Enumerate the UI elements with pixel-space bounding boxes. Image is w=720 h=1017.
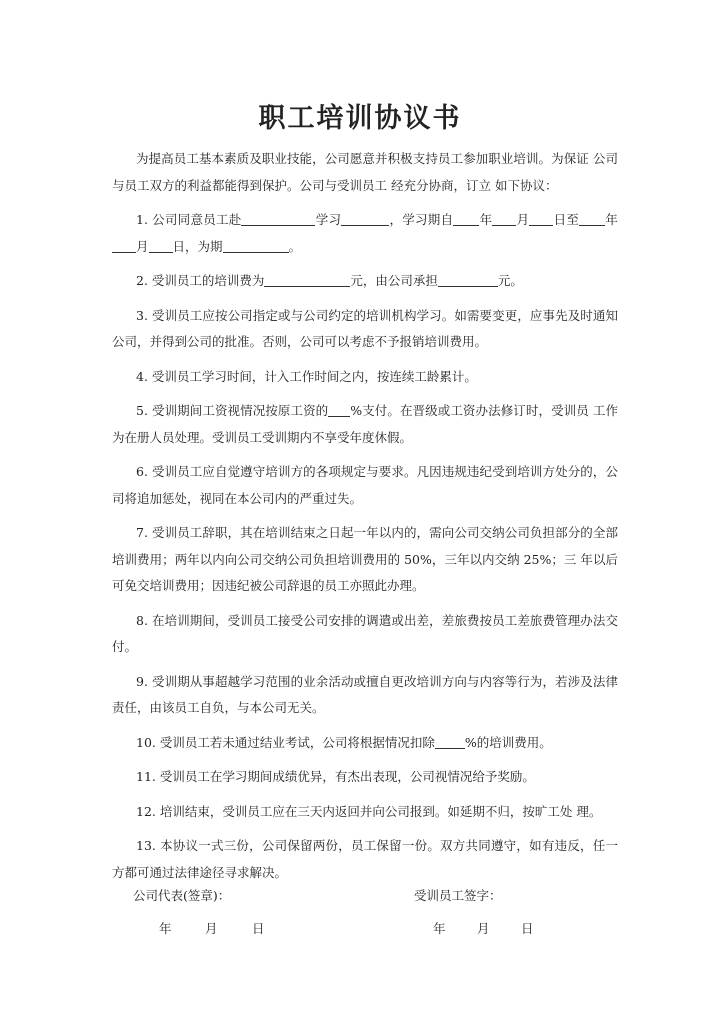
- study-subject-blank: [341, 211, 389, 226]
- intro-paragraph: 为提高员工基本素质及职业技能，公司愿意并积极支持员工参加职业培训。为保证 公司与员工双方的利益都能得到保护。公司与受训员工 经充分协商，订立 如下协议：: [112, 151, 618, 193]
- company-date-month: 月: [205, 921, 218, 936]
- company-date-day: 日: [252, 921, 265, 936]
- clause-7: 7. 受训员工辞职，其在培训结束之日起一年以内的，需向公司交纳公司负担部分的全部培训费用；两年以内向公司交纳公司负担培训费用的 50%，三年以内交纳 25%；三 年以后可免交培训费用；因违纪被公司辞退的员工亦照此办理。: [112, 525, 618, 593]
- start-year-blank: [453, 211, 479, 226]
- agreement-body: [112, 146, 618, 894]
- deduction-percent-blank: [435, 734, 465, 749]
- company-date-year: 年: [159, 921, 172, 936]
- training-fee-blank: [264, 272, 350, 287]
- company-share-blank: [438, 272, 498, 287]
- document-title: 职工培训协议书: [258, 103, 462, 134]
- start-day-blank: [529, 211, 553, 226]
- employee-date-day: 日: [521, 921, 534, 936]
- clause-2: 2. 受训员工的培训费为 元，由公司承担 元。: [136, 273, 523, 288]
- company-representative-label: 公司代表(签章)：: [133, 888, 231, 903]
- clause-11: 11. 受训员工在学习期间成绩优异，有杰出表现，公司视情况给予奖励。: [136, 769, 535, 784]
- employee-signature-label: 受训员工签字：: [414, 888, 502, 903]
- clause-12: 12. 培训结束，受训员工应在三天内返回并向公司报到。如延期不归，按旷工处 理。: [136, 803, 602, 819]
- clause-10: 10. 受训员工若未通过结业考试，公司将根据情况扣除 %的培训费用。: [136, 734, 552, 750]
- start-month-blank: [492, 211, 516, 226]
- clause-3: 3. 受训员工应按公司指定或与公司约定的培训机构学习。如需要变更，应事先及时通知公司，并得到公司的批准。否则，公司可以考虑不予报销培训费用。: [112, 307, 618, 349]
- end-day-blank: [149, 238, 173, 253]
- clause-13: 13. 本协议一式三份，公司保留两份，员工保留一份。双方共同遵守，如有违反，任一方都可通过法律途径寻求解决。: [112, 838, 618, 880]
- clause-6: 6. 受训员工应自觉遵守培训方的各项规定与要求。凡因违规违纪受到培训方处分的，公司将追加惩处，视同在本公司内的严重过失。: [112, 464, 618, 506]
- employee-date-month: 月: [477, 921, 490, 936]
- duration-blank: [223, 238, 289, 253]
- salary-percent-blank: [328, 402, 350, 417]
- clause-9: 9. 受训期从事超越学习范围的业余活动或擅自更改培训方向与内容等行为，若涉及法律责任，由该员工自负，与本公司无关。: [112, 673, 618, 715]
- destination-blank: [241, 211, 315, 226]
- clause-5: 5. 受训期间工资视情况按原工资的 %支付。在晋级或工资办法修订时，受训员 工作为在册人员处理。受训员工受训期内不享受年度休假。: [112, 403, 618, 445]
- end-month-blank: [112, 238, 136, 253]
- employee-date-year: 年: [433, 921, 446, 936]
- clause-4: 4. 受训员工学习时间，计入工作时间之内，按连续工龄累计。: [136, 368, 477, 384]
- clause-8: 8. 在培训期间，受训员工接受公司安排的调遣或出差，差旅费按员工差旅费管理办法交付。: [112, 612, 618, 654]
- clause-1: 1. 公司同意员工赴 学习 ，学习期自 年 月 日至 年月 日，为期 。: [112, 207, 618, 260]
- end-year-blank: [579, 211, 605, 226]
